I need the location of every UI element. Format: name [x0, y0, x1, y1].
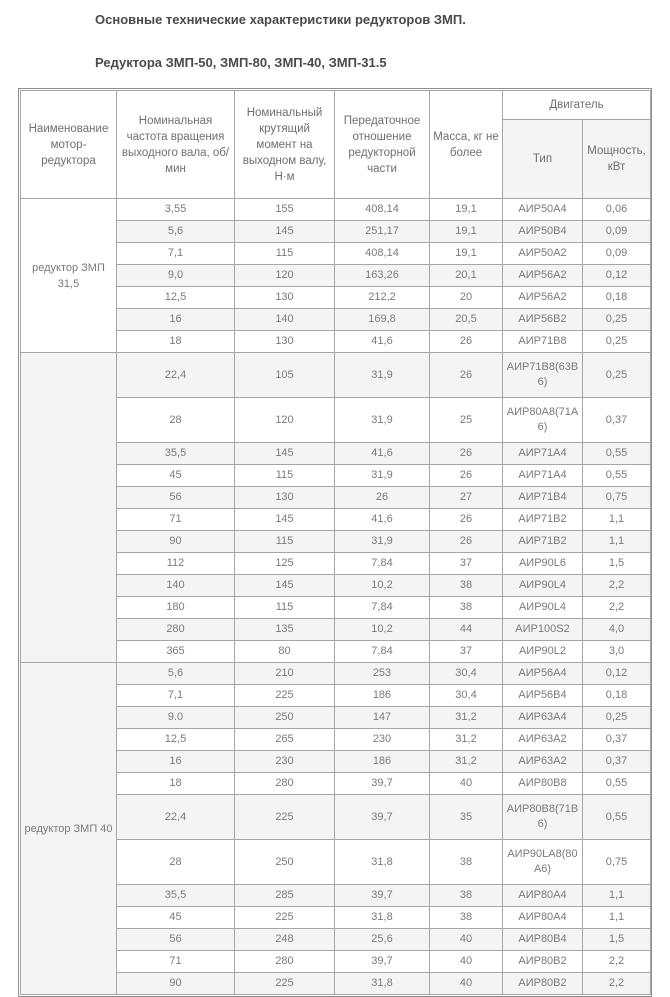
data-cell: 35,5 — [117, 885, 235, 907]
data-cell: 35 — [430, 795, 503, 840]
data-cell: АИР56А2 — [503, 265, 583, 287]
data-cell: АИР80А4 — [503, 885, 583, 907]
data-cell: 1,5 — [583, 929, 651, 951]
data-cell: 39,7 — [335, 773, 430, 795]
data-cell: АИР80В4 — [503, 929, 583, 951]
data-cell: 0,12 — [583, 663, 651, 685]
data-cell: 10,2 — [335, 619, 430, 641]
data-cell: 140 — [235, 309, 335, 331]
data-cell: 285 — [235, 885, 335, 907]
data-cell: 16 — [117, 751, 235, 773]
data-cell: АИР71В8(63В6) — [503, 353, 583, 398]
data-cell: 3,55 — [117, 199, 235, 221]
data-cell: АИР80В2 — [503, 973, 583, 995]
data-cell: АИР71В4 — [503, 487, 583, 509]
data-cell: 28 — [117, 398, 235, 443]
data-cell: 0,55 — [583, 443, 651, 465]
col-header-name: Наименование мотор-редуктора — [21, 91, 117, 199]
data-cell: 155 — [235, 199, 335, 221]
data-cell: 115 — [235, 243, 335, 265]
data-cell: АИР71А4 — [503, 443, 583, 465]
data-cell: 115 — [235, 465, 335, 487]
data-cell: 7,1 — [117, 243, 235, 265]
data-cell: 12,5 — [117, 729, 235, 751]
data-cell: 145 — [235, 221, 335, 243]
data-cell: 0,25 — [583, 707, 651, 729]
data-cell: 0,25 — [583, 353, 651, 398]
data-cell: 25,6 — [335, 929, 430, 951]
data-cell: 145 — [235, 509, 335, 531]
data-cell: 120 — [235, 398, 335, 443]
data-cell: 31,8 — [335, 973, 430, 995]
data-cell: 56 — [117, 487, 235, 509]
data-cell: 31,9 — [335, 353, 430, 398]
spec-table-head — [21, 91, 651, 199]
data-cell: 41,6 — [335, 509, 430, 531]
data-cell: 225 — [235, 973, 335, 995]
data-cell: АИР50А4 — [503, 199, 583, 221]
data-cell: АИР71А4 — [503, 465, 583, 487]
data-cell: 180 — [117, 597, 235, 619]
data-cell: 31,2 — [430, 707, 503, 729]
data-cell: 265 — [235, 729, 335, 751]
data-cell: 408,14 — [335, 243, 430, 265]
data-cell: 12,5 — [117, 287, 235, 309]
data-cell: 120 — [235, 265, 335, 287]
data-cell: 145 — [235, 575, 335, 597]
data-cell: 31,8 — [335, 840, 430, 885]
data-cell: 71 — [117, 951, 235, 973]
data-cell: 0,09 — [583, 243, 651, 265]
header-row-1 — [21, 91, 651, 120]
data-cell: АИР90L4 — [503, 597, 583, 619]
data-cell: АИР80В2 — [503, 951, 583, 973]
data-cell: 40 — [430, 773, 503, 795]
data-cell: 7,84 — [335, 597, 430, 619]
data-cell: 250 — [235, 707, 335, 729]
data-cell: 19,1 — [430, 221, 503, 243]
col-header-engine: Двигатель — [503, 91, 651, 120]
data-cell: АИР50В4 — [503, 221, 583, 243]
data-cell: 9,0 — [117, 265, 235, 287]
data-cell: 145 — [235, 443, 335, 465]
data-cell: 56 — [117, 929, 235, 951]
data-cell: 20 — [430, 287, 503, 309]
data-cell: 0,55 — [583, 773, 651, 795]
data-cell: 0,06 — [583, 199, 651, 221]
data-cell: 40 — [430, 929, 503, 951]
data-cell: 130 — [235, 287, 335, 309]
table-row — [21, 663, 651, 685]
table-row — [21, 353, 651, 398]
data-cell: АИР56В4 — [503, 685, 583, 707]
data-cell: 38 — [430, 840, 503, 885]
data-cell: АИР80А8(71А6) — [503, 398, 583, 443]
data-cell: 4,0 — [583, 619, 651, 641]
data-cell: 105 — [235, 353, 335, 398]
col-header-engine-power: Мощность, кВт — [583, 120, 651, 199]
group-label-cell: редуктор ЗМП 40 — [21, 663, 117, 995]
data-cell: 31,2 — [430, 729, 503, 751]
data-cell: 38 — [430, 885, 503, 907]
data-cell: 0,25 — [583, 309, 651, 331]
data-cell: АИР56А4 — [503, 663, 583, 685]
data-cell: 18 — [117, 331, 235, 353]
data-cell: 125 — [235, 553, 335, 575]
data-cell: 0,12 — [583, 265, 651, 287]
data-cell: 408,14 — [335, 199, 430, 221]
col-header-torque: Номинальный крутящий момент на выходном валу, Н·м — [235, 91, 335, 199]
data-cell: 0,55 — [583, 795, 651, 840]
data-cell: АИР71В8 — [503, 331, 583, 353]
data-cell: 280 — [235, 773, 335, 795]
data-cell: 90 — [117, 973, 235, 995]
data-cell: АИР71В2 — [503, 531, 583, 553]
data-cell: 9.0 — [117, 707, 235, 729]
data-cell: 41,6 — [335, 443, 430, 465]
data-cell: 0,09 — [583, 221, 651, 243]
data-cell: 40 — [430, 973, 503, 995]
group-label-cell — [21, 353, 117, 663]
data-cell: АИР90L6 — [503, 553, 583, 575]
data-cell: 26 — [430, 353, 503, 398]
data-cell: 71 — [117, 509, 235, 531]
data-cell: 0,75 — [583, 840, 651, 885]
data-cell: 0,25 — [583, 331, 651, 353]
data-cell: 45 — [117, 907, 235, 929]
data-cell: 130 — [235, 487, 335, 509]
data-cell: 90 — [117, 531, 235, 553]
data-cell: 38 — [430, 597, 503, 619]
data-cell: 38 — [430, 907, 503, 929]
data-cell: 0,75 — [583, 487, 651, 509]
data-cell: 0,37 — [583, 751, 651, 773]
data-cell: 253 — [335, 663, 430, 685]
data-cell: 38 — [430, 575, 503, 597]
data-cell: 3,0 — [583, 641, 651, 663]
data-cell: 365 — [117, 641, 235, 663]
data-cell: 1,1 — [583, 509, 651, 531]
data-cell: 1,5 — [583, 553, 651, 575]
data-cell: 230 — [235, 751, 335, 773]
data-cell: 112 — [117, 553, 235, 575]
data-cell: 169,8 — [335, 309, 430, 331]
data-cell: 41,6 — [335, 331, 430, 353]
data-cell: 210 — [235, 663, 335, 685]
data-cell: 26 — [430, 465, 503, 487]
data-cell: 37 — [430, 553, 503, 575]
data-cell: 26 — [335, 487, 430, 509]
data-cell: 7,84 — [335, 641, 430, 663]
data-cell: АИР50А2 — [503, 243, 583, 265]
page-subtitle: Редуктора ЗМП-50, ЗМП-80, ЗМП-40, ЗМП-31.5 — [95, 55, 387, 70]
table-row — [21, 199, 651, 221]
data-cell: 130 — [235, 331, 335, 353]
data-cell: 37 — [430, 641, 503, 663]
data-cell: 0,18 — [583, 685, 651, 707]
data-cell: 30,4 — [430, 685, 503, 707]
data-cell: 115 — [235, 597, 335, 619]
data-cell: АИР100S2 — [503, 619, 583, 641]
data-cell: 0,55 — [583, 465, 651, 487]
data-cell: 250 — [235, 840, 335, 885]
data-cell: АИР90L4 — [503, 575, 583, 597]
data-cell: 1,1 — [583, 885, 651, 907]
data-cell: 30,4 — [430, 663, 503, 685]
data-cell: 186 — [335, 751, 430, 773]
data-cell: 5,6 — [117, 663, 235, 685]
spec-table — [20, 90, 651, 995]
data-cell: 39,7 — [335, 795, 430, 840]
spec-table-wrapper — [18, 88, 652, 997]
data-cell: 39,7 — [335, 885, 430, 907]
data-cell: 27 — [430, 487, 503, 509]
data-cell: 135 — [235, 619, 335, 641]
data-cell: АИР80В8(71В6) — [503, 795, 583, 840]
data-cell: 5,6 — [117, 221, 235, 243]
data-cell: 186 — [335, 685, 430, 707]
data-cell: 20,5 — [430, 309, 503, 331]
data-cell: 10,2 — [335, 575, 430, 597]
data-cell: 19,1 — [430, 199, 503, 221]
data-cell: 31,9 — [335, 531, 430, 553]
group-label-cell: редуктор ЗМП 31,5 — [21, 199, 117, 353]
data-cell: 19,1 — [430, 243, 503, 265]
data-cell: 31,9 — [335, 398, 430, 443]
data-cell: 18 — [117, 773, 235, 795]
spec-table-body — [21, 199, 651, 995]
data-cell: 35,5 — [117, 443, 235, 465]
data-cell: 26 — [430, 443, 503, 465]
data-cell: 45 — [117, 465, 235, 487]
data-cell: 2,2 — [583, 597, 651, 619]
data-cell: 26 — [430, 331, 503, 353]
data-cell: 7,84 — [335, 553, 430, 575]
data-cell: 7,1 — [117, 685, 235, 707]
data-cell: 22,4 — [117, 795, 235, 840]
data-cell: 31,9 — [335, 465, 430, 487]
data-cell: 163,26 — [335, 265, 430, 287]
data-cell: 225 — [235, 795, 335, 840]
data-cell: 1,1 — [583, 531, 651, 553]
data-cell: АИР80В8 — [503, 773, 583, 795]
col-header-mass: Масса, кг не более — [430, 91, 503, 199]
data-cell: АИР63А2 — [503, 751, 583, 773]
data-cell: 44 — [430, 619, 503, 641]
col-header-speed: Номинальная частота вращения выходного вала, об/ мин — [117, 91, 235, 199]
data-cell: 140 — [117, 575, 235, 597]
data-cell: АИР56А2 — [503, 287, 583, 309]
col-header-ratio: Передаточное отношение редукторной части — [335, 91, 430, 199]
data-cell: 1,1 — [583, 907, 651, 929]
data-cell: АИР63А2 — [503, 729, 583, 751]
data-cell: 280 — [235, 951, 335, 973]
data-cell: 115 — [235, 531, 335, 553]
data-cell: 2,2 — [583, 951, 651, 973]
data-cell: 40 — [430, 951, 503, 973]
data-cell: 26 — [430, 531, 503, 553]
data-cell: 20,1 — [430, 265, 503, 287]
data-cell: 280 — [117, 619, 235, 641]
data-cell: 230 — [335, 729, 430, 751]
data-cell: 80 — [235, 641, 335, 663]
data-cell: 225 — [235, 907, 335, 929]
page-title: Основные технические характеристики редукторов ЗМП. — [95, 12, 466, 27]
data-cell: 26 — [430, 509, 503, 531]
data-cell: 31,8 — [335, 907, 430, 929]
data-cell: АИР71В2 — [503, 509, 583, 531]
data-cell: АИР56В2 — [503, 309, 583, 331]
data-cell: 147 — [335, 707, 430, 729]
col-header-engine-type: Тип — [503, 120, 583, 199]
data-cell: АИР90L2 — [503, 641, 583, 663]
data-cell: АИР63А4 — [503, 707, 583, 729]
data-cell: 251,17 — [335, 221, 430, 243]
data-cell: 25 — [430, 398, 503, 443]
data-cell: 39,7 — [335, 951, 430, 973]
data-cell: 28 — [117, 840, 235, 885]
data-cell: 16 — [117, 309, 235, 331]
data-cell: 31,2 — [430, 751, 503, 773]
data-cell: АИР90LA8(80А6) — [503, 840, 583, 885]
data-cell: 212,2 — [335, 287, 430, 309]
data-cell: 2,2 — [583, 973, 651, 995]
data-cell: 0,37 — [583, 398, 651, 443]
data-cell: 22,4 — [117, 353, 235, 398]
data-cell: 0,37 — [583, 729, 651, 751]
data-cell: АИР80А4 — [503, 907, 583, 929]
data-cell: 2,2 — [583, 575, 651, 597]
data-cell: 248 — [235, 929, 335, 951]
data-cell: 225 — [235, 685, 335, 707]
data-cell: 0,18 — [583, 287, 651, 309]
